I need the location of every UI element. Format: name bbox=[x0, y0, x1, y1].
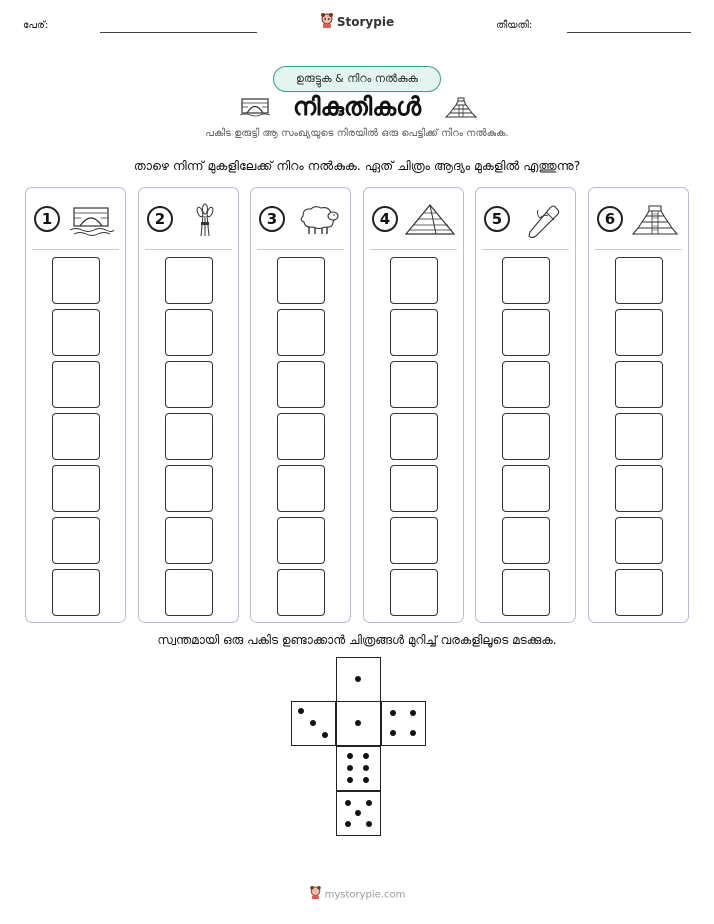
footer bbox=[0, 886, 714, 903]
bridge-icon bbox=[66, 202, 118, 238]
color-box[interactable] bbox=[52, 257, 100, 304]
die-pip bbox=[410, 730, 416, 736]
die-pip bbox=[366, 821, 372, 827]
die-pip bbox=[363, 753, 369, 759]
column-1 bbox=[25, 187, 126, 623]
footer-url: mystorypie.com bbox=[324, 889, 406, 901]
brand-name: Storypie bbox=[336, 15, 395, 29]
name-line[interactable] bbox=[100, 32, 257, 33]
die-pip bbox=[347, 765, 353, 771]
color-box[interactable] bbox=[615, 569, 663, 616]
color-box[interactable] bbox=[165, 465, 213, 512]
die-pip bbox=[390, 730, 396, 736]
color-box[interactable] bbox=[165, 309, 213, 356]
die-pip bbox=[355, 676, 361, 682]
column-divider bbox=[145, 249, 232, 250]
color-box[interactable] bbox=[52, 413, 100, 460]
color-box[interactable] bbox=[502, 465, 550, 512]
color-box[interactable] bbox=[502, 257, 550, 304]
die-pip bbox=[366, 800, 372, 806]
color-box[interactable] bbox=[390, 517, 438, 564]
color-box[interactable] bbox=[52, 517, 100, 564]
column-number: 3 bbox=[259, 206, 285, 232]
scroll-icon bbox=[516, 202, 568, 238]
color-box[interactable] bbox=[277, 257, 325, 304]
color-box[interactable] bbox=[165, 361, 213, 408]
column-number: 2 bbox=[147, 206, 173, 232]
column-4 bbox=[363, 187, 464, 623]
die-pip bbox=[390, 710, 396, 716]
color-box[interactable] bbox=[615, 309, 663, 356]
column-divider bbox=[595, 249, 682, 250]
color-box[interactable] bbox=[390, 309, 438, 356]
date-line[interactable] bbox=[567, 32, 691, 33]
color-box[interactable] bbox=[277, 413, 325, 460]
color-box[interactable] bbox=[615, 465, 663, 512]
die-pip bbox=[310, 720, 316, 726]
die-pip bbox=[355, 810, 361, 816]
die-pip bbox=[347, 753, 353, 759]
color-box[interactable] bbox=[615, 361, 663, 408]
name-label: പേര്: bbox=[23, 20, 49, 31]
pyramid-icon bbox=[404, 202, 456, 238]
color-box[interactable] bbox=[502, 517, 550, 564]
sheep-icon bbox=[291, 202, 343, 238]
color-box[interactable] bbox=[165, 413, 213, 460]
column-6 bbox=[588, 187, 689, 623]
die-pip bbox=[347, 777, 353, 783]
step-pyramid-icon bbox=[629, 202, 681, 238]
color-box[interactable] bbox=[52, 569, 100, 616]
color-box[interactable] bbox=[502, 413, 550, 460]
date-label: തീയതി: bbox=[496, 20, 533, 31]
mascot-icon bbox=[309, 886, 322, 903]
color-box[interactable] bbox=[52, 361, 100, 408]
color-box[interactable] bbox=[277, 309, 325, 356]
color-box[interactable] bbox=[165, 517, 213, 564]
die-pip bbox=[410, 710, 416, 716]
activity-tag: ഉരുട്ടുക & നിറം നൽകുക bbox=[273, 66, 441, 92]
wheat-bundle-icon bbox=[179, 202, 231, 238]
die-face-1 bbox=[336, 701, 381, 746]
column-3 bbox=[250, 187, 351, 623]
die-face-6 bbox=[336, 746, 381, 791]
die-pip bbox=[363, 777, 369, 783]
step-pyramid-icon bbox=[444, 95, 478, 123]
color-box[interactable] bbox=[390, 413, 438, 460]
column-divider bbox=[257, 249, 344, 250]
color-box[interactable] bbox=[277, 517, 325, 564]
column-divider bbox=[482, 249, 569, 250]
color-box[interactable] bbox=[615, 257, 663, 304]
color-box[interactable] bbox=[165, 569, 213, 616]
brand-logo bbox=[0, 13, 714, 32]
color-box[interactable] bbox=[277, 361, 325, 408]
color-box[interactable] bbox=[52, 465, 100, 512]
color-box[interactable] bbox=[502, 569, 550, 616]
die-pip bbox=[355, 720, 361, 726]
color-box[interactable] bbox=[390, 569, 438, 616]
die-pip bbox=[345, 821, 351, 827]
instruction-text: താഴെ നിന്ന് മുകളിലേക്ക് നിറം നൽകുക. ഏത് ചിത്രം ആദ്യം മുകളിൽ എത്തുന്നു? bbox=[133, 158, 581, 173]
die-face-4 bbox=[381, 701, 426, 746]
column-number: 6 bbox=[597, 206, 623, 232]
color-box[interactable] bbox=[615, 413, 663, 460]
die-pip bbox=[363, 765, 369, 771]
color-box[interactable] bbox=[502, 361, 550, 408]
color-box[interactable] bbox=[390, 465, 438, 512]
die-face-5 bbox=[336, 791, 381, 836]
subtitle: പകിട ഉരുട്ടി ആ സംഖ്യയുടെ നിരയിൽ ഒരു പെട്ടിക്ക് നിറം നൽകുക. bbox=[205, 128, 509, 139]
color-box[interactable] bbox=[502, 309, 550, 356]
mascot-icon bbox=[320, 13, 334, 32]
die-pip bbox=[298, 708, 304, 714]
die-face-3 bbox=[291, 701, 336, 746]
column-5 bbox=[475, 187, 576, 623]
color-box[interactable] bbox=[615, 517, 663, 564]
column-number: 1 bbox=[34, 206, 60, 232]
color-box[interactable] bbox=[52, 309, 100, 356]
column-divider bbox=[370, 249, 457, 250]
column-2 bbox=[138, 187, 239, 623]
color-box[interactable] bbox=[277, 465, 325, 512]
color-box[interactable] bbox=[390, 361, 438, 408]
die-pip bbox=[322, 732, 328, 738]
page-title: നികുതികൾ bbox=[292, 92, 422, 121]
column-divider bbox=[32, 249, 119, 250]
column-number: 4 bbox=[372, 206, 398, 232]
color-box[interactable] bbox=[165, 257, 213, 304]
color-box[interactable] bbox=[277, 569, 325, 616]
color-box[interactable] bbox=[390, 257, 438, 304]
column-number: 5 bbox=[484, 206, 510, 232]
die-face-1 bbox=[336, 657, 381, 702]
die-pip bbox=[345, 800, 351, 806]
die-instruction: സ്വന്തമായി ഒരു പകിട ഉണ്ടാക്കാൻ ചിത്രങ്ങൾ മുറിച്ച് വരകളിലൂടെ മടക്കുക. bbox=[157, 633, 557, 647]
